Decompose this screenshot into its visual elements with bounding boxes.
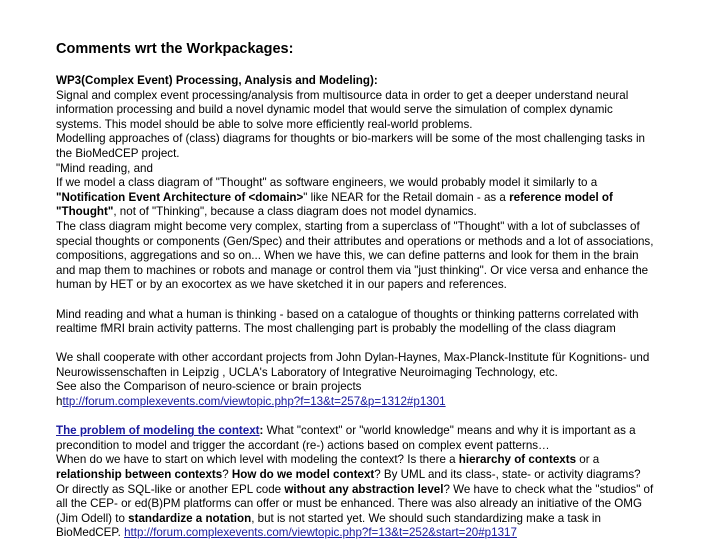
text-line (56, 249, 716, 264)
blank-line (56, 410, 716, 425)
text-segment: If we model a class diagram of "Thought" as software engineers, we would probably model it similarly to a (56, 176, 598, 190)
text-segment: BioMedCEP. (56, 526, 125, 540)
text-line (56, 191, 716, 206)
text-segment: "Mind reading, and (56, 161, 153, 175)
text-line (56, 497, 716, 512)
text-line (56, 526, 716, 541)
text-line (56, 74, 716, 89)
text-segment: precondition to model and trigger the accordant (re-) actions based on complex event patterns… (56, 438, 550, 452)
text-segment: The class diagram might become very complex, starting from a superclass of "Thought" with a lot of subclasses of (56, 219, 640, 233)
blank-line (56, 293, 716, 308)
text-line (56, 278, 716, 293)
text-line (56, 162, 716, 177)
text-segment: Mind reading and what a human is thinking - based on a catalogue of thoughts or thinking patterns correlated with (56, 307, 639, 321)
text-segment: realtime fMRI brain activity patterns. The most challenging part is probably the modelling of the class diagram (56, 322, 616, 336)
text-segment: " like NEAR for the Retail domain - as a (303, 190, 510, 204)
text-segment: (Jim Odell) to (56, 511, 129, 525)
text-segment: h (56, 395, 63, 409)
text-line (56, 205, 716, 220)
text-segment: We shall cooperate with other accordant projects from John Dylan-Haynes, Max-Planck-Institute für Kognitions- und (56, 351, 650, 365)
text-line (56, 176, 716, 191)
bold-text: relationship between contexts (56, 468, 223, 482)
bold-text: without any abstraction level (284, 482, 444, 496)
bold-text: "Notification Event Architecture of <domain> (56, 190, 304, 204)
text-segment: Neurowissenschaften in Leipzig , UCLA's Laboratory of Integrative Neuroimaging Technology, etc. (56, 365, 558, 379)
text-segment: and map them to machines or robots and manage or control them via "just thinking". Or vice versa and enhance the (56, 263, 649, 277)
bold-text: reference model of (509, 190, 613, 204)
hyperlink[interactable]: http://forum.complexevents.com/viewtopic.php?f=13&t=252&start=20#p1317 (124, 526, 517, 540)
text-line (56, 147, 716, 162)
text-segment: Signal and complex event processing/analysis from multisource data in order to get a deeper understand neural (56, 88, 629, 102)
document-body (56, 74, 716, 541)
text-segment: See also the Comparison of neuro-science or brain projects (56, 380, 362, 394)
text-segment: compositions, aggregations and so on... When we have this, we can define patterns and look for them in the brain (56, 249, 639, 263)
text-line (56, 132, 716, 147)
text-segment: the BioMedCEP project. (56, 146, 180, 160)
text-segment: ? We have to check what the "studios" of (443, 482, 654, 496)
text-line (56, 351, 716, 366)
text-line (56, 512, 716, 527)
text-line (56, 235, 716, 250)
bold-text: "Thought" (56, 205, 114, 219)
text-line (56, 395, 716, 410)
bold-text: How do we model context (231, 468, 375, 482)
text-line (56, 264, 716, 279)
text-line (56, 468, 716, 483)
text-segment: What "context" or "world knowledge" means and why it is important as a (263, 424, 636, 438)
text-segment: special thoughts or components (Gen/Spec) and their attributes and operations or methods and a lot of associations, (56, 234, 654, 248)
text-line (56, 483, 716, 498)
text-segment: systems. This model should be able to solve more efficiently real-world problems. (56, 117, 473, 131)
blank-line (56, 337, 716, 352)
text-line (56, 322, 716, 337)
text-line (56, 380, 716, 395)
text-segment: ? (222, 468, 232, 482)
text-line (56, 118, 716, 133)
text-segment: ? By UML and its class-, state- or activity diagrams? (374, 468, 641, 482)
text-segment: Or directly as SQL-like or another EPL code (56, 482, 285, 496)
text-line (56, 308, 716, 323)
text-segment: or a (576, 453, 600, 467)
page-title: Comments wrt the Workpackages: (56, 41, 294, 57)
text-line (56, 89, 716, 104)
hyperlink[interactable]: The problem of modeling the context (56, 424, 260, 438)
text-line (56, 366, 716, 381)
text-segment: information processing and build a novel dynamic model that would serve the simulation of complex dynamic (56, 103, 613, 117)
text-segment: , but is not started yet. We should such standardizing make a task in (251, 511, 601, 525)
text-line (56, 220, 716, 235)
text-segment: all the CEP- or ed(B)PM platforms can offer or must be enhanced. There was also already an initiative of the OMG (56, 497, 642, 511)
bold-text: : (259, 424, 264, 438)
text-segment: human by HET or by an exocortex as we have sketched it in our papers and references. (56, 278, 507, 292)
text-line (56, 103, 716, 118)
bold-text: standardize a notation (128, 511, 252, 525)
bold-text: WP3(Complex Event) Processing, Analysis and Modeling): (56, 74, 378, 87)
text-segment: When do we have to start on which level with modeling the context? Is there a (56, 453, 459, 467)
text-segment: Modelling approaches of (class) diagrams for thoughts or bio-markers will be some of the most challenging tasks in (56, 132, 645, 146)
hyperlink[interactable]: ttp://forum.complexevents.com/viewtopic.php?f=13&t=257&p=1312#p1301 (62, 395, 446, 409)
text-segment: , not of "Thinking", because a class diagram does not model dynamics. (113, 205, 477, 219)
text-line (56, 439, 716, 454)
text-line (56, 424, 716, 439)
text-line (56, 453, 716, 468)
bold-text: hierarchy of contexts (458, 453, 577, 467)
